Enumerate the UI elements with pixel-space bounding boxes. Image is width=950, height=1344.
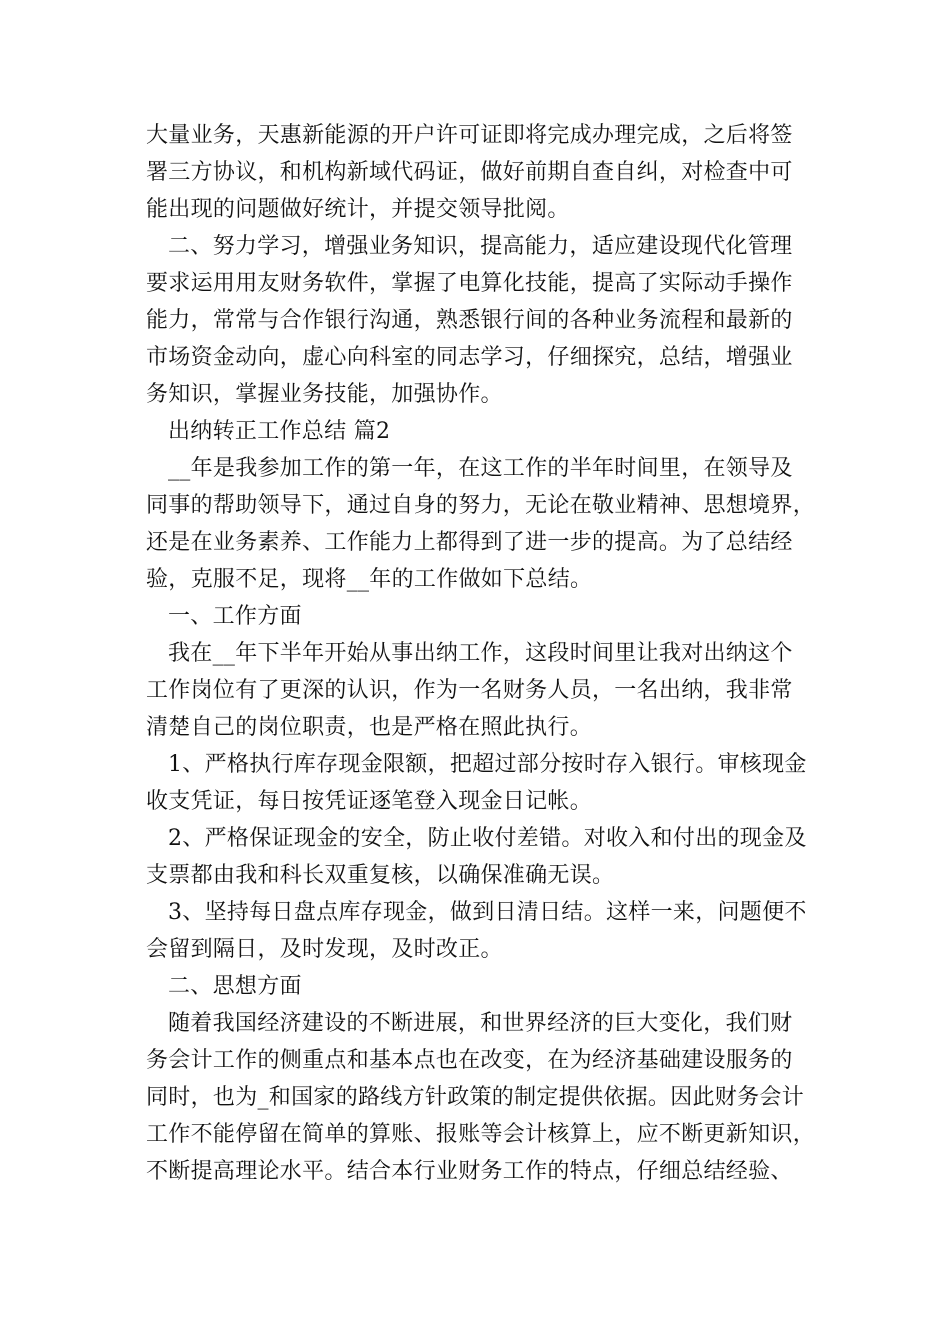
text-line: 同时，也为_和国家的路线方针政策的制定提供依据。因此财务会计 [146, 1085, 805, 1110]
text-line: 验，克服不足，现将__年的工作做如下总结。 [146, 567, 593, 592]
text-line: 清楚自己的岗位职责，也是严格在照此执行。 [146, 715, 593, 740]
section-heading: 二、思想方面 [168, 974, 302, 999]
text-line: 署三方协议，和机构新域代码证，做好前期自查自纠，对检查中可 [146, 160, 793, 185]
text-line: 能出现的问题做好统计，并提交领导批阅。 [146, 197, 570, 222]
text-line: 工作不能停留在简单的算账、报账等会计核算上，应不断更新知识， [146, 1122, 816, 1147]
text-line: 务知识，掌握业务技能，加强协作。 [146, 382, 503, 407]
text-line: 二、努力学习，增强业务知识，提高能力，适应建设现代化管理 [168, 234, 793, 259]
list-item: 1、严格执行库存现金限额，把超过部分按时存入银行。审核现金 [168, 752, 807, 777]
text-line: 市场资金动向，虚心向科室的同志学习，仔细探究，总结，增强业 [146, 345, 793, 370]
text-line: __年是我参加工作的第一年，在这工作的半年时间里，在领导及 [168, 456, 793, 481]
text-line: 我在__年下半年开始从事出纳工作，这段时间里让我对出纳这个 [168, 641, 793, 666]
list-item: 3、坚持每日盘点库存现金，做到日清日结。这样一来，问题便不 [168, 900, 807, 925]
section-heading: 出纳转正工作总结 篇2 [168, 419, 391, 444]
text-line: 不断提高理论水平。结合本行业财务工作的特点，仔细总结经验、 [146, 1159, 793, 1184]
text-line: 能力，常常与合作银行沟通，熟悉银行间的各种业务流程和最新的 [146, 308, 793, 333]
list-item: 2、严格保证现金的安全，防止收付差错。对收入和付出的现金及 [168, 826, 807, 851]
text-line: 随着我国经济建设的不断进展，和世界经济的巨大变化，我们财 [168, 1011, 793, 1036]
text-line: 同事的帮助领导下，通过自身的努力，无论在敬业精神、思想境界， [146, 493, 816, 518]
text-line: 要求运用用友财务软件，掌握了电算化技能，提高了实际动手操作 [146, 271, 793, 296]
text-line: 会留到隔日，及时发现，及时改正。 [146, 937, 503, 962]
text-line: 还是在业务素养、工作能力上都得到了进一步的提高。为了总结经 [146, 530, 793, 555]
text-line: 大量业务，天惠新能源的开户许可证即将完成办理完成，之后将签 [146, 123, 793, 148]
document-body [146, 117, 816, 1190]
text-line: 收支凭证，每日按凭证逐笔登入现金日记帐。 [146, 789, 593, 814]
text-line: 务会计工作的侧重点和基本点也在改变，在为经济基础建设服务的 [146, 1048, 793, 1073]
section-heading: 一、工作方面 [168, 604, 302, 629]
text-line: 支票都由我和科长双重复核，以确保准确无误。 [146, 863, 615, 888]
text-line: 工作岗位有了更深的认识，作为一名财务人员，一名出纳，我非常 [146, 678, 793, 703]
